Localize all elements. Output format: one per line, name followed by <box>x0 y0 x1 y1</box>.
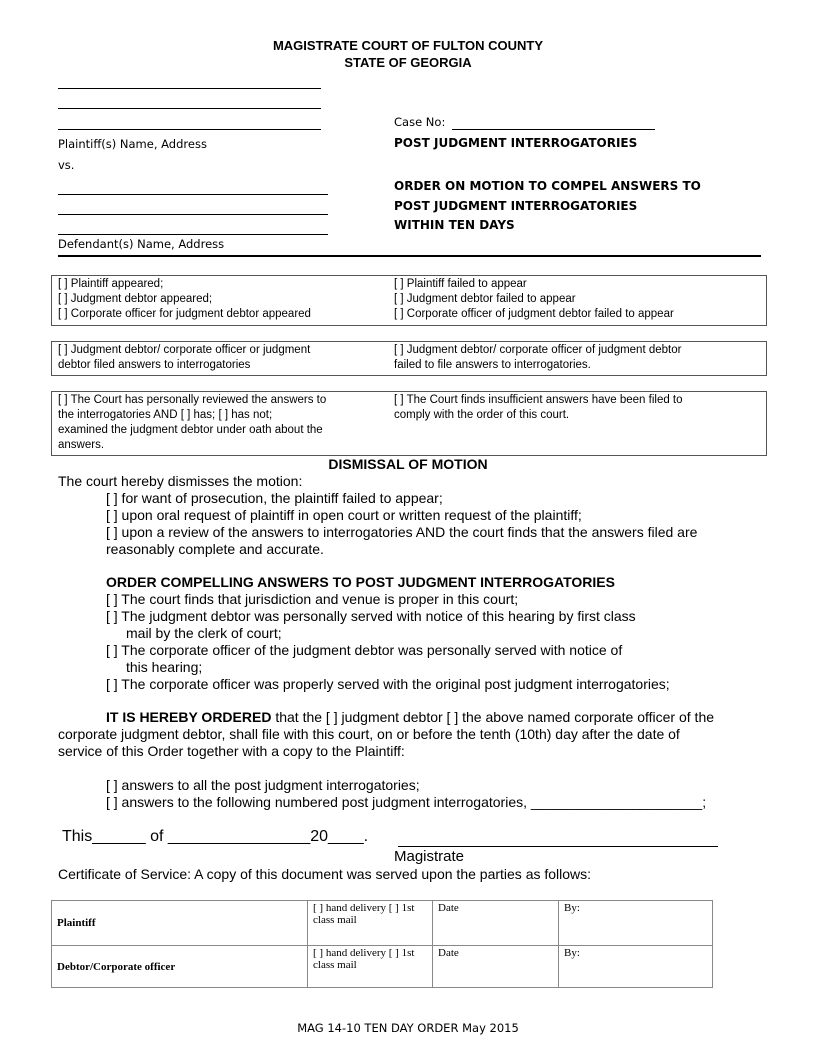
compel-list <box>106 591 670 693</box>
date-cell[interactable]: Date <box>433 901 559 946</box>
defendant-line-2[interactable] <box>58 214 328 215</box>
method-options[interactable]: [ ] hand delivery [ ] 1st <box>313 947 415 959</box>
case-no-label: Case No: <box>394 115 446 129</box>
magistrate-signature-line[interactable] <box>398 846 718 847</box>
ordered-lead: IT IS HEREBY ORDERED <box>106 709 272 725</box>
footer: MAG 14-10 TEN DAY ORDER May 2015 <box>297 1021 519 1035</box>
answers-filed-box <box>51 341 767 376</box>
party-debtor: Debtor/Corporate officer <box>52 946 308 988</box>
plaintiff-line-1[interactable] <box>58 88 321 89</box>
order-title-line-2: POST JUDGMENT INTERROGATORIES <box>394 199 638 213</box>
method-options-cont: class mail <box>313 914 357 926</box>
jurisdiction-option[interactable]: [ ] The court finds that jurisdiction and venue is proper in this court; <box>106 591 519 607</box>
answer-numbered-option[interactable]: [ ] answers to the following numbered post judgment interrogatories, ______________________; <box>106 794 707 810</box>
date-cell[interactable]: Date <box>433 946 559 988</box>
court-review-box <box>51 391 767 456</box>
answers-filed-option[interactable]: [ ] Judgment debtor/ corporate officer or judgment <box>58 344 311 356</box>
ordered-line-1: that the [ ] judgment debtor [ ] the above named corporate officer of the <box>271 709 715 725</box>
ordered-line-3: service of this Order together with a copy to the Plaintiff: <box>58 743 405 759</box>
court-reviewed-option[interactable]: [ ] The Court has personally reviewed the answers to <box>58 394 327 406</box>
compel-title: ORDER COMPELLING ANSWERS TO POST JUDGMENT INTERROGATORIES <box>106 574 615 590</box>
dismiss-request-option[interactable]: [ ] upon oral request of plaintiff in open court or written request of the plaintiff; <box>106 507 582 523</box>
insufficient-answers-option[interactable]: [ ] The Court finds insufficient answers have been filed to <box>394 394 683 406</box>
answers-not-filed-option[interactable]: [ ] Judgment debtor/ corporate officer of judgment debtor <box>394 344 682 356</box>
officer-served-option[interactable]: [ ] The corporate officer of the judgment debtor was personally served with notice of <box>106 642 623 658</box>
dismiss-review-option-cont: reasonably complete and accurate. <box>106 541 324 557</box>
officer-served-option-cont: this hearing; <box>126 659 203 675</box>
order-title-line-3: WITHIN TEN DAYS <box>394 218 515 232</box>
method-options[interactable]: [ ] hand delivery [ ] 1st <box>313 902 415 914</box>
table-row <box>52 901 713 946</box>
service-table <box>51 900 713 988</box>
officer-properly-served-option[interactable]: [ ] The corporate officer was properly served with the original post judgment interrogatories; <box>106 676 670 692</box>
dismiss-prosecution-option[interactable]: [ ] for want of prosecution, the plaintiff failed to appear; <box>106 490 443 506</box>
by-cell[interactable]: By: <box>559 946 713 988</box>
party-plaintiff: Plaintiff <box>52 901 308 946</box>
answers-filed-option-cont: debtor filed answers to interrogatories <box>58 359 251 371</box>
debtor-appeared-option[interactable]: [ ] Judgment debtor appeared; <box>58 293 213 305</box>
defendant-line-3[interactable] <box>58 234 328 235</box>
court-reviewed-option-cont-3: answers. <box>58 439 105 451</box>
doc-title: POST JUDGMENT INTERROGATORIES <box>394 136 638 150</box>
dismissal-list <box>106 490 697 558</box>
case-no-field[interactable] <box>452 129 655 130</box>
ordered-paragraph <box>58 709 714 760</box>
insufficient-answers-option-cont: comply with the order of this court. <box>394 409 570 421</box>
answer-options <box>106 777 706 811</box>
defendant-label: Defendant(s) Name, Address <box>58 237 225 251</box>
court-name: MAGISTRATE COURT OF FULTON COUNTY <box>272 38 544 53</box>
table-row <box>52 946 713 988</box>
plaintiff-label: Plaintiff(s) Name, Address <box>58 137 207 151</box>
dismissal-title: DISMISSAL OF MOTION <box>328 456 488 472</box>
debtor-served-option[interactable]: [ ] The judgment debtor was personally served with notice of this hearing by first class <box>106 608 636 624</box>
defendant-line-1[interactable] <box>58 194 328 195</box>
method-cell[interactable] <box>308 946 433 988</box>
plaintiff-line-2[interactable] <box>58 108 321 109</box>
caption-divider <box>58 255 761 257</box>
method-options-cont: class mail <box>313 959 357 971</box>
plaintiff-failed-option[interactable]: [ ] Plaintiff failed to appear <box>394 278 527 290</box>
debtor-failed-option[interactable]: [ ] Judgment debtor failed to appear <box>394 293 576 305</box>
date-line[interactable]: This______ of ________________20____. <box>62 828 369 845</box>
state-name: STATE OF GEORGIA <box>344 55 472 70</box>
ordered-line-2: corporate judgment debtor, shall file with this court, on or before the tenth (10th) day after the date of <box>58 726 680 742</box>
order-title-line-1: ORDER ON MOTION TO COMPEL ANSWERS TO <box>394 179 701 193</box>
certificate-text: Certificate of Service: A copy of this document was served upon the parties as follows: <box>58 866 592 882</box>
debtor-served-option-cont: mail by the clerk of court; <box>126 625 282 641</box>
officer-appeared-option[interactable]: [ ] Corporate officer for judgment debtor appeared <box>58 308 311 320</box>
court-reviewed-option-cont-1[interactable]: the interrogatories AND [ ] has; [ ] has not; <box>58 409 273 421</box>
plaintiff-appeared-option[interactable]: [ ] Plaintiff appeared; <box>58 278 164 290</box>
plaintiff-line-3[interactable] <box>58 129 321 130</box>
officer-failed-option[interactable]: [ ] Corporate officer of judgment debtor failed to appear <box>394 308 674 320</box>
dismissal-intro: The court hereby dismisses the motion: <box>58 473 303 489</box>
method-cell[interactable] <box>308 901 433 946</box>
magistrate-label: Magistrate <box>394 848 465 865</box>
appearance-box <box>51 275 767 326</box>
answer-all-option[interactable]: [ ] answers to all the post judgment interrogatories; <box>106 777 420 793</box>
by-cell[interactable]: By: <box>559 901 713 946</box>
dismiss-review-option[interactable]: [ ] upon a review of the answers to interrogatories AND the court finds that the answers filed are <box>106 524 698 540</box>
vs-label: vs. <box>58 158 75 172</box>
answers-not-filed-option-cont: failed to file answers to interrogatories. <box>394 359 591 371</box>
court-reviewed-option-cont-2: examined the judgment debtor under oath about the <box>58 424 323 436</box>
